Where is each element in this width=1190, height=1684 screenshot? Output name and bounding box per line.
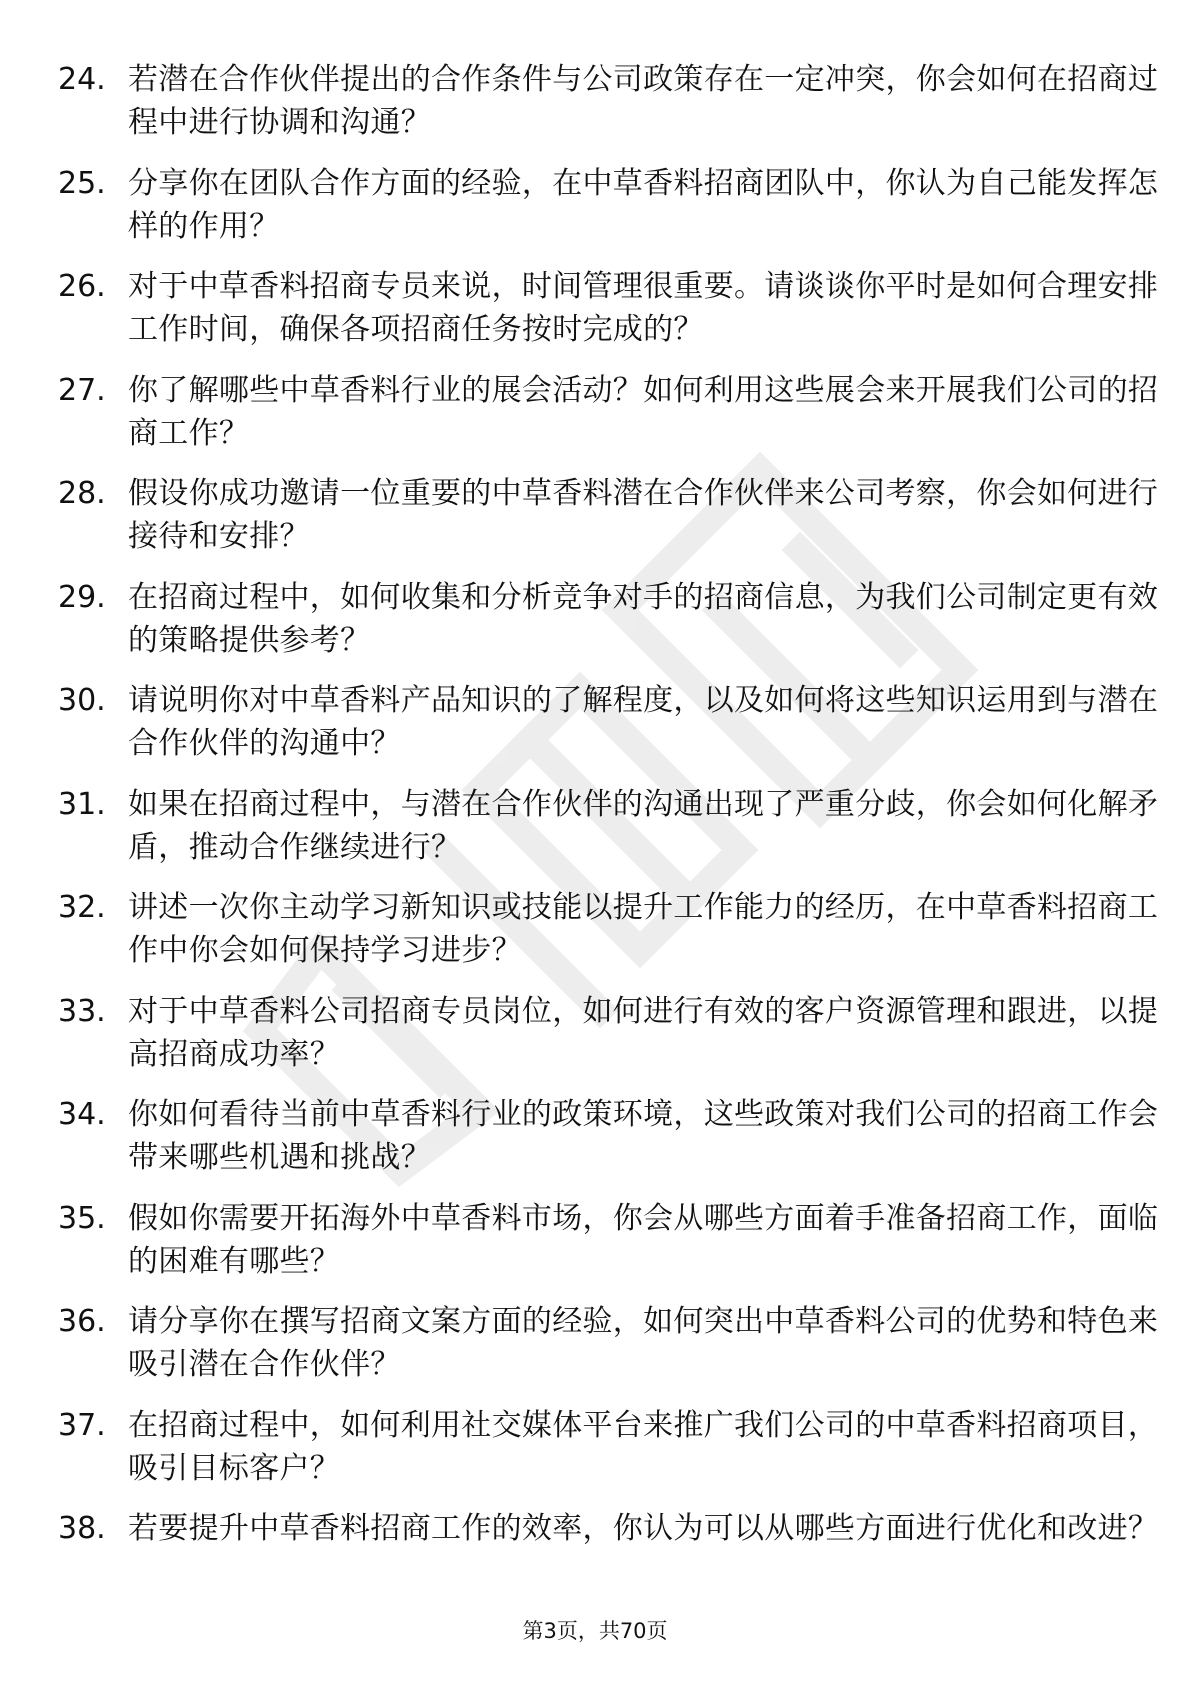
question-item xyxy=(58,1191,1159,1295)
page-number: 第3页，共70页 xyxy=(522,1619,668,1643)
question-number: 37. xyxy=(58,1407,106,1443)
question-number: 27. xyxy=(58,372,106,408)
question-text: 请分享你在撰写招商文案方面的经验，如何突出中草香料公司的优势和特色来吸引潜在合作伙伴？ xyxy=(128,1304,1159,1382)
question-item xyxy=(58,1294,1159,1398)
question-item xyxy=(58,984,1159,1088)
question-number: 33. xyxy=(58,993,106,1029)
question-text: 你如何看待当前中草香料行业的政策环境，这些政策对我们公司的招商工作会带来哪些机遇和挑战？ xyxy=(128,1097,1159,1175)
question-item xyxy=(58,466,1159,570)
question-item xyxy=(58,363,1159,467)
question-text: 在招商过程中，如何收集和分析竞争对手的招商信息，为我们公司制定更有效的策略提供参考？ xyxy=(128,579,1159,658)
question-item xyxy=(58,570,1159,674)
question-item xyxy=(58,1398,1159,1502)
question-text: 分享你在团队合作方面的经验，在中草香料招商团队中，你认为自己能发挥怎样的作用？ xyxy=(128,165,1159,244)
question-number: 35. xyxy=(58,1200,106,1236)
question-text: 如果在招商过程中，与潜在合作伙伴的沟通出现了严重分歧，你会如何化解矛盾，推动合作继续进行？ xyxy=(128,786,1159,865)
question-list xyxy=(58,52,1159,1605)
question-number: 38. xyxy=(58,1511,106,1546)
question-item xyxy=(58,52,1159,156)
question-text: 若要提升中草香料招商工作的效率，你认为可以从哪些方面进行优化和改进？ xyxy=(128,1511,1159,1546)
question-number: 24. xyxy=(58,62,106,97)
question-item xyxy=(58,1501,1159,1605)
question-text: 你了解哪些中草香料行业的展会活动？如何利用这些展会来开展我们公司的招商工作？ xyxy=(128,372,1159,451)
question-text: 讲述一次你主动学习新知识或技能以提升工作能力的经历，在中草香料招商工作中你会如何保持学习进步？ xyxy=(128,890,1159,968)
question-text: 假如你需要开拓海外中草香料市场，你会从哪些方面着手准备招商工作，面临的困难有哪些？ xyxy=(128,1200,1159,1279)
question-text: 若潜在合作伙伴提出的合作条件与公司政策存在一定冲突，你会如何在招商过程中进行协调和沟通？ xyxy=(128,62,1159,140)
question-item xyxy=(58,777,1159,881)
question-text: 在招商过程中，如何利用社交媒体平台来推广我们公司的中草香料招商项目，吸引目标客户？ xyxy=(128,1407,1159,1486)
question-item xyxy=(58,1087,1159,1191)
question-item xyxy=(58,156,1159,260)
question-number: 26. xyxy=(58,269,106,304)
question-number: 25. xyxy=(58,165,106,201)
question-number: 29. xyxy=(58,579,106,615)
question-text: 假设你成功邀请一位重要的中草香料潜在合作伙伴来公司考察，你会如何进行接待和安排？ xyxy=(128,476,1159,554)
question-text: 请说明你对中草香料产品知识的了解程度，以及如何将这些知识运用到与潜在合作伙伴的沟通中？ xyxy=(128,683,1159,761)
question-number: 32. xyxy=(58,890,106,925)
question-item xyxy=(58,673,1159,777)
question-number: 28. xyxy=(58,476,106,511)
question-number: 30. xyxy=(58,683,106,718)
question-number: 36. xyxy=(58,1304,106,1339)
question-number: 31. xyxy=(58,786,106,822)
question-number: 34. xyxy=(58,1097,106,1132)
question-item xyxy=(58,880,1159,984)
question-text: 对于中草香料招商专员来说，时间管理很重要。请谈谈你平时是如何合理安排工作时间，确保各项招商任务按时完成的？ xyxy=(128,269,1159,347)
question-text: 对于中草香料公司招商专员岗位，如何进行有效的客户资源管理和跟进，以提高招商成功率？ xyxy=(128,993,1159,1072)
question-item xyxy=(58,259,1159,363)
